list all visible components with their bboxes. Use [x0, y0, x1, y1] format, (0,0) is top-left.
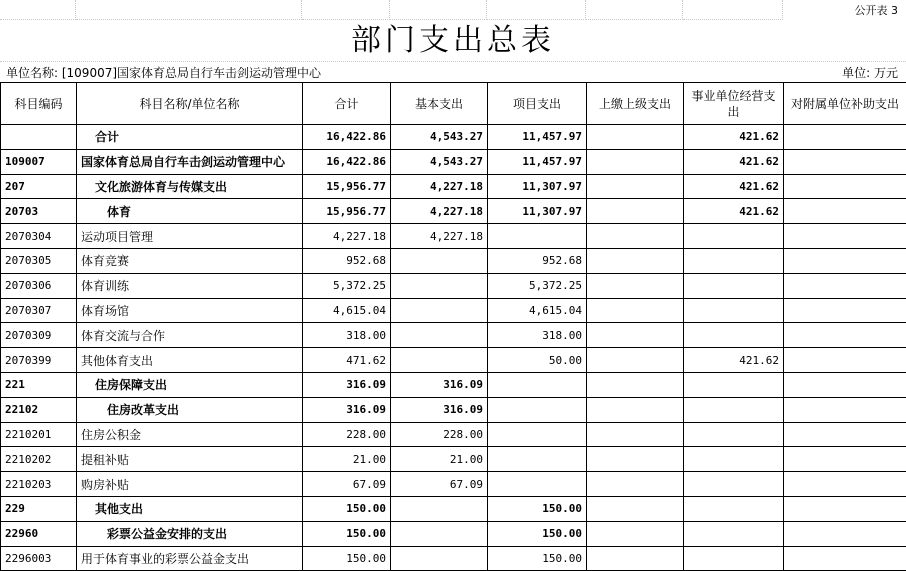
header-upper: 上缴上级支出 [587, 83, 684, 125]
header-subsidy: 对附属单位补助支出 [784, 83, 906, 125]
cell-total: 150.00 [303, 496, 391, 521]
cell-code: 22102 [1, 397, 77, 422]
cell-name: 体育交流与合作 [77, 323, 303, 348]
cell-subsidy [784, 472, 906, 497]
table-row [1, 149, 906, 174]
cell-name: 合计 [77, 125, 303, 150]
cell-upper [587, 472, 684, 497]
cell-upper [587, 174, 684, 199]
cell-upper [587, 496, 684, 521]
cell-name: 体育竞赛 [77, 248, 303, 273]
cell-business: 421.62 [684, 174, 784, 199]
cell-business [684, 397, 784, 422]
cell-total: 952.68 [303, 248, 391, 273]
table-row [1, 174, 906, 199]
cell-subsidy [784, 224, 906, 249]
cell-name: 提租补贴 [77, 447, 303, 472]
cell-business [684, 422, 784, 447]
grid-cell [586, 0, 683, 20]
header-row [1, 83, 906, 125]
cell-business [684, 323, 784, 348]
cell-business: 421.62 [684, 125, 784, 150]
cell-total: 5,372.25 [303, 273, 391, 298]
cell-name: 国家体育总局自行车击剑运动管理中心 [77, 149, 303, 174]
cell-subsidy [784, 199, 906, 224]
table-row [1, 125, 906, 150]
table-row [1, 199, 906, 224]
cell-code: 229 [1, 496, 77, 521]
cell-code: 2210201 [1, 422, 77, 447]
cell-project: 318.00 [488, 323, 587, 348]
cell-subsidy [784, 125, 906, 150]
cell-subsidy [784, 273, 906, 298]
cell-name: 购房补贴 [77, 472, 303, 497]
cell-total: 316.09 [303, 397, 391, 422]
header-basic: 基本支出 [391, 83, 488, 125]
cell-code: 2070307 [1, 298, 77, 323]
cell-project: 5,372.25 [488, 273, 587, 298]
header-code: 科目编码 [1, 83, 77, 125]
grid-cell [487, 0, 586, 20]
cell-project: 11,457.97 [488, 125, 587, 150]
table-row [1, 372, 906, 397]
cell-project: 952.68 [488, 248, 587, 273]
grid-cell [683, 0, 783, 20]
cell-basic: 316.09 [391, 397, 488, 422]
cell-subsidy [784, 248, 906, 273]
cell-total: 318.00 [303, 323, 391, 348]
cell-project: 150.00 [488, 496, 587, 521]
cell-upper [587, 199, 684, 224]
cell-business [684, 224, 784, 249]
cell-total: 16,422.86 [303, 149, 391, 174]
cell-project: 50.00 [488, 348, 587, 373]
cell-code: 2070306 [1, 273, 77, 298]
table-row [1, 348, 906, 373]
cell-basic: 4,227.18 [391, 224, 488, 249]
cell-project: 11,307.97 [488, 199, 587, 224]
cell-business [684, 472, 784, 497]
cell-upper [587, 348, 684, 373]
cell-name: 其他支出 [77, 496, 303, 521]
cell-project: 11,307.97 [488, 174, 587, 199]
cell-project [488, 224, 587, 249]
header-business: 事业单位经营支出 [684, 83, 784, 125]
cell-total: 21.00 [303, 447, 391, 472]
table-row [1, 323, 906, 348]
cell-code: 2070309 [1, 323, 77, 348]
cell-subsidy [784, 422, 906, 447]
cell-total: 471.62 [303, 348, 391, 373]
grid-cell [302, 0, 390, 20]
cell-project [488, 372, 587, 397]
cell-business [684, 372, 784, 397]
cell-code: 20703 [1, 199, 77, 224]
cell-basic [391, 521, 488, 546]
cell-name: 其他体育支出 [77, 348, 303, 373]
cell-upper [587, 521, 684, 546]
cell-name: 体育 [77, 199, 303, 224]
cell-subsidy [784, 348, 906, 373]
cell-basic: 228.00 [391, 422, 488, 447]
cell-code: 221 [1, 372, 77, 397]
cell-subsidy [784, 298, 906, 323]
cell-basic [391, 323, 488, 348]
cell-upper [587, 323, 684, 348]
cell-basic [391, 348, 488, 373]
cell-basic [391, 248, 488, 273]
cell-subsidy [784, 174, 906, 199]
cell-upper [587, 298, 684, 323]
cell-name: 用于体育事业的彩票公益金支出 [77, 546, 303, 571]
cell-upper [587, 273, 684, 298]
cell-basic: 4,543.27 [391, 149, 488, 174]
cell-total: 67.09 [303, 472, 391, 497]
cell-project [488, 472, 587, 497]
cell-subsidy [784, 372, 906, 397]
cell-business [684, 496, 784, 521]
cell-name: 运动项目管理 [77, 224, 303, 249]
cell-project [488, 397, 587, 422]
table-row [1, 472, 906, 497]
table-row [1, 496, 906, 521]
cell-upper [587, 149, 684, 174]
cell-code: 2070305 [1, 248, 77, 273]
cell-business [684, 447, 784, 472]
table-row [1, 422, 906, 447]
table-row [1, 248, 906, 273]
expenditure-table [0, 82, 906, 571]
cell-subsidy [784, 496, 906, 521]
cell-subsidy [784, 397, 906, 422]
cell-upper [587, 372, 684, 397]
form-number: 公开表 3 [855, 2, 899, 18]
cell-code [1, 125, 77, 150]
cell-code: 2210203 [1, 472, 77, 497]
cell-basic: 316.09 [391, 372, 488, 397]
unit-name-label: 单位名称: [109007]国家体育总局自行车击剑运动管理中心 [6, 64, 321, 81]
cell-business [684, 248, 784, 273]
cell-upper [587, 224, 684, 249]
cell-subsidy [784, 546, 906, 571]
cell-name: 文化旅游体育与传媒支出 [77, 174, 303, 199]
cell-business [684, 273, 784, 298]
cell-business: 421.62 [684, 348, 784, 373]
cell-subsidy [784, 447, 906, 472]
cell-basic [391, 298, 488, 323]
cell-total: 15,956.77 [303, 174, 391, 199]
cell-code: 2210202 [1, 447, 77, 472]
cell-upper [587, 248, 684, 273]
cell-basic: 4,543.27 [391, 125, 488, 150]
cell-total: 16,422.86 [303, 125, 391, 150]
cell-subsidy [784, 521, 906, 546]
cell-basic: 67.09 [391, 472, 488, 497]
cell-upper [587, 397, 684, 422]
cell-project: 11,457.97 [488, 149, 587, 174]
cell-total: 4,615.04 [303, 298, 391, 323]
cell-business [684, 546, 784, 571]
cell-upper [587, 546, 684, 571]
table-row [1, 546, 906, 571]
cell-project: 150.00 [488, 521, 587, 546]
cell-subsidy [784, 149, 906, 174]
cell-name: 体育训练 [77, 273, 303, 298]
table-row [1, 224, 906, 249]
currency-unit-label: 单位: 万元 [842, 64, 898, 81]
cell-subsidy [784, 323, 906, 348]
cell-basic [391, 496, 488, 521]
cell-business [684, 298, 784, 323]
cell-total: 150.00 [303, 521, 391, 546]
cell-code: 2070304 [1, 224, 77, 249]
cell-basic [391, 546, 488, 571]
cell-code: 2070399 [1, 348, 77, 373]
cell-total: 316.09 [303, 372, 391, 397]
cell-project [488, 447, 587, 472]
cell-name: 住房保障支出 [77, 372, 303, 397]
cell-total: 150.00 [303, 546, 391, 571]
cell-name: 彩票公益金安排的支出 [77, 521, 303, 546]
cell-upper [587, 125, 684, 150]
cell-basic: 4,227.18 [391, 199, 488, 224]
grid-cell [76, 0, 302, 20]
table-row [1, 273, 906, 298]
cell-upper [587, 447, 684, 472]
cell-basic: 21.00 [391, 447, 488, 472]
cell-total: 228.00 [303, 422, 391, 447]
cell-business [684, 521, 784, 546]
cell-name: 住房改革支出 [77, 397, 303, 422]
cell-code: 207 [1, 174, 77, 199]
cell-name: 住房公积金 [77, 422, 303, 447]
header-name: 科目名称/单位名称 [77, 83, 303, 125]
header-total: 合计 [303, 83, 391, 125]
cell-business: 421.62 [684, 149, 784, 174]
cell-project: 150.00 [488, 546, 587, 571]
cell-project [488, 422, 587, 447]
cell-business: 421.62 [684, 199, 784, 224]
cell-basic [391, 273, 488, 298]
cell-name: 体育场馆 [77, 298, 303, 323]
cell-code: 22960 [1, 521, 77, 546]
table-row [1, 521, 906, 546]
cell-upper [587, 422, 684, 447]
grid-cell [0, 0, 76, 20]
cell-code: 2296003 [1, 546, 77, 571]
cell-total: 15,956.77 [303, 199, 391, 224]
cell-code: 109007 [1, 149, 77, 174]
cell-project: 4,615.04 [488, 298, 587, 323]
table-body [1, 125, 906, 571]
table-row [1, 447, 906, 472]
table-row [1, 397, 906, 422]
header-project: 项目支出 [488, 83, 587, 125]
cell-basic: 4,227.18 [391, 174, 488, 199]
table-row [1, 298, 906, 323]
grid-cell [390, 0, 487, 20]
top-strip [0, 0, 906, 20]
cell-total: 4,227.18 [303, 224, 391, 249]
page-title: 部门支出总表 [0, 20, 906, 62]
